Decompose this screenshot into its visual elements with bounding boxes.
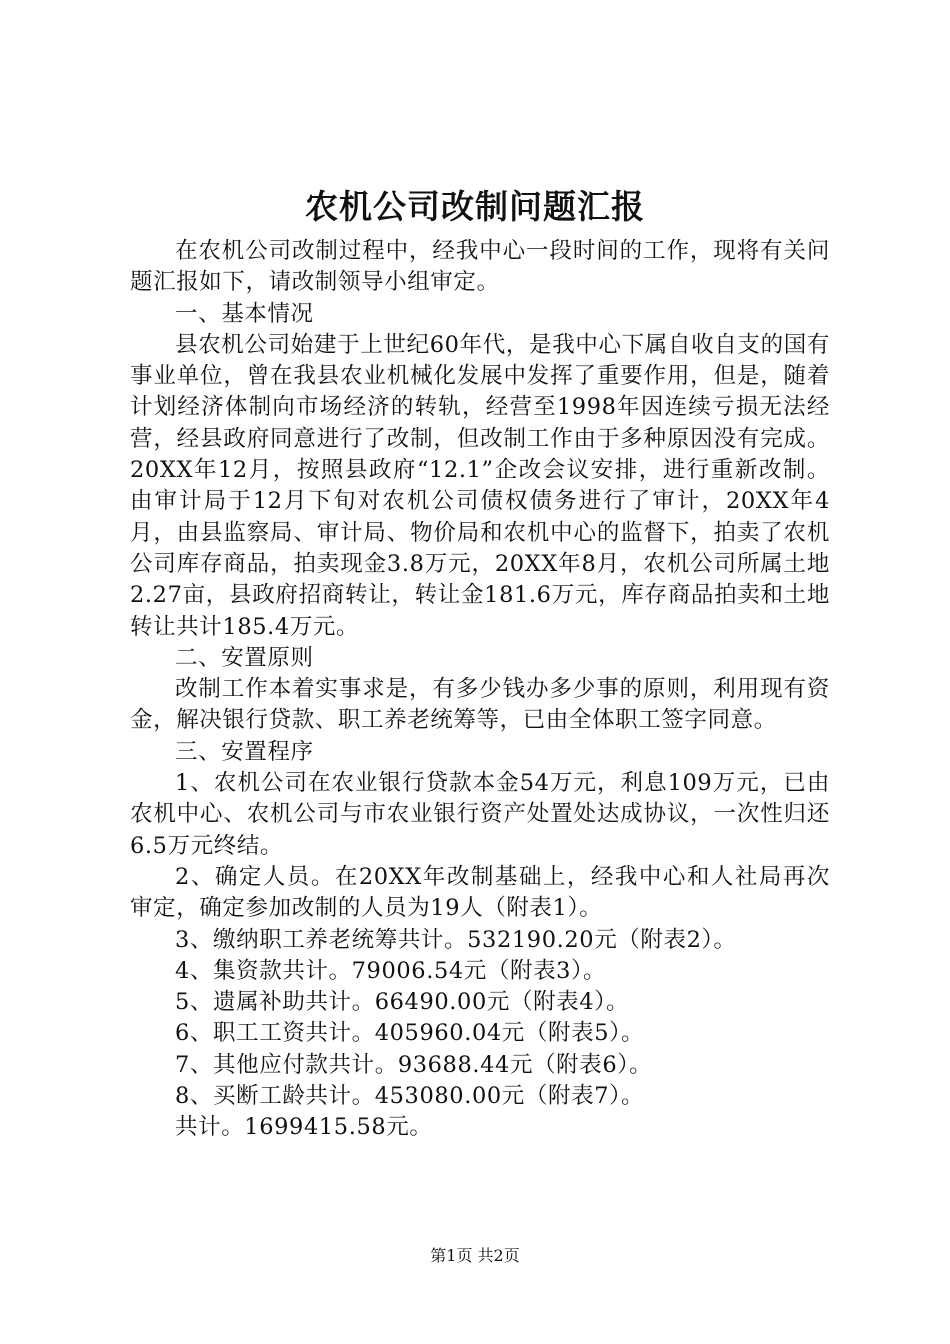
procedure-item-4: 4、集资款共计。79006.54元（附表3）。 bbox=[175, 957, 607, 984]
page-footer: 第1页 共2页 bbox=[430, 1246, 520, 1265]
procedure-item-1: 1、农机公司在农业银行贷款本金54万元，利息109万元，已由农机中心、农机公司与市农业银行资产处置处达成协议，一次性归还6.5万元终结。 bbox=[130, 770, 830, 859]
procedure-item-6: 6、职工工资共计。405960.04元（附表5）。 bbox=[175, 1020, 645, 1047]
document-title: 农机公司改制问题汇报 bbox=[305, 187, 645, 226]
total-line: 共计。1699415.58元。 bbox=[175, 1114, 433, 1141]
section-heading-basic-situation: 一、基本情况 bbox=[175, 300, 314, 327]
procedure-item-3: 3、缴纳职工养老统筹共计。532190.20元（附表2）。 bbox=[175, 926, 737, 953]
procedure-item-2: 2、确定人员。在20XX年改制基础上，经我中心和人社局再次审定，确定参加改制的人员为19人（附表1）。 bbox=[130, 863, 830, 922]
procedure-item-5: 5、遗属补助共计。66490.00元（附表4）。 bbox=[175, 989, 630, 1016]
section-heading-placement-principle: 二、安置原则 bbox=[175, 644, 314, 671]
placement-principle-paragraph: 改制工作本着实事求是，有多少钱办多少事的原则，利用现有资金，解决银行贷款、职工养老统筹等，已由全体职工签字同意。 bbox=[130, 676, 830, 734]
basic-situation-paragraph: 县农机公司始建于上世纪60年代，是我中心下属自收自支的国有事业单位，曾在我县农业机械化发展中发挥了重要作用，但是，随着计划经济体制向市场经济的转轨，经营至1998年因连续亏损无法经营，经县政府同意进行了改制，但改制工作由于多种原因没有完成。20XX年12月，按照县政府“12.1”企改会议安排，进行重新改制。由审计局于12月下旬对农机公司债权债务进行了审计，20XX年4月，由县监察局、审计局、物价局和农机中心的监督下，拍卖了农机公司库存商品，拍卖现金3.8万元，20XX年8月，农机公司所属土地2.27亩，县政府招商转让，转让金181.6万元，库存商品拍卖和土地转让共计185.4万元。 bbox=[130, 331, 830, 640]
procedure-item-7: 7、其他应付款共计。93688.44元（附表6）。 bbox=[175, 1051, 653, 1078]
document-body bbox=[130, 236, 830, 1144]
intro-paragraph: 在农机公司改制过程中，经我中心一段时间的工作，现将有关问题汇报如下，请改制领导小组审定。 bbox=[130, 238, 830, 296]
procedure-item-8: 8、买断工龄共计。453080.00元（附表7）。 bbox=[175, 1083, 645, 1110]
section-heading-placement-procedure: 三、安置程序 bbox=[175, 738, 314, 765]
